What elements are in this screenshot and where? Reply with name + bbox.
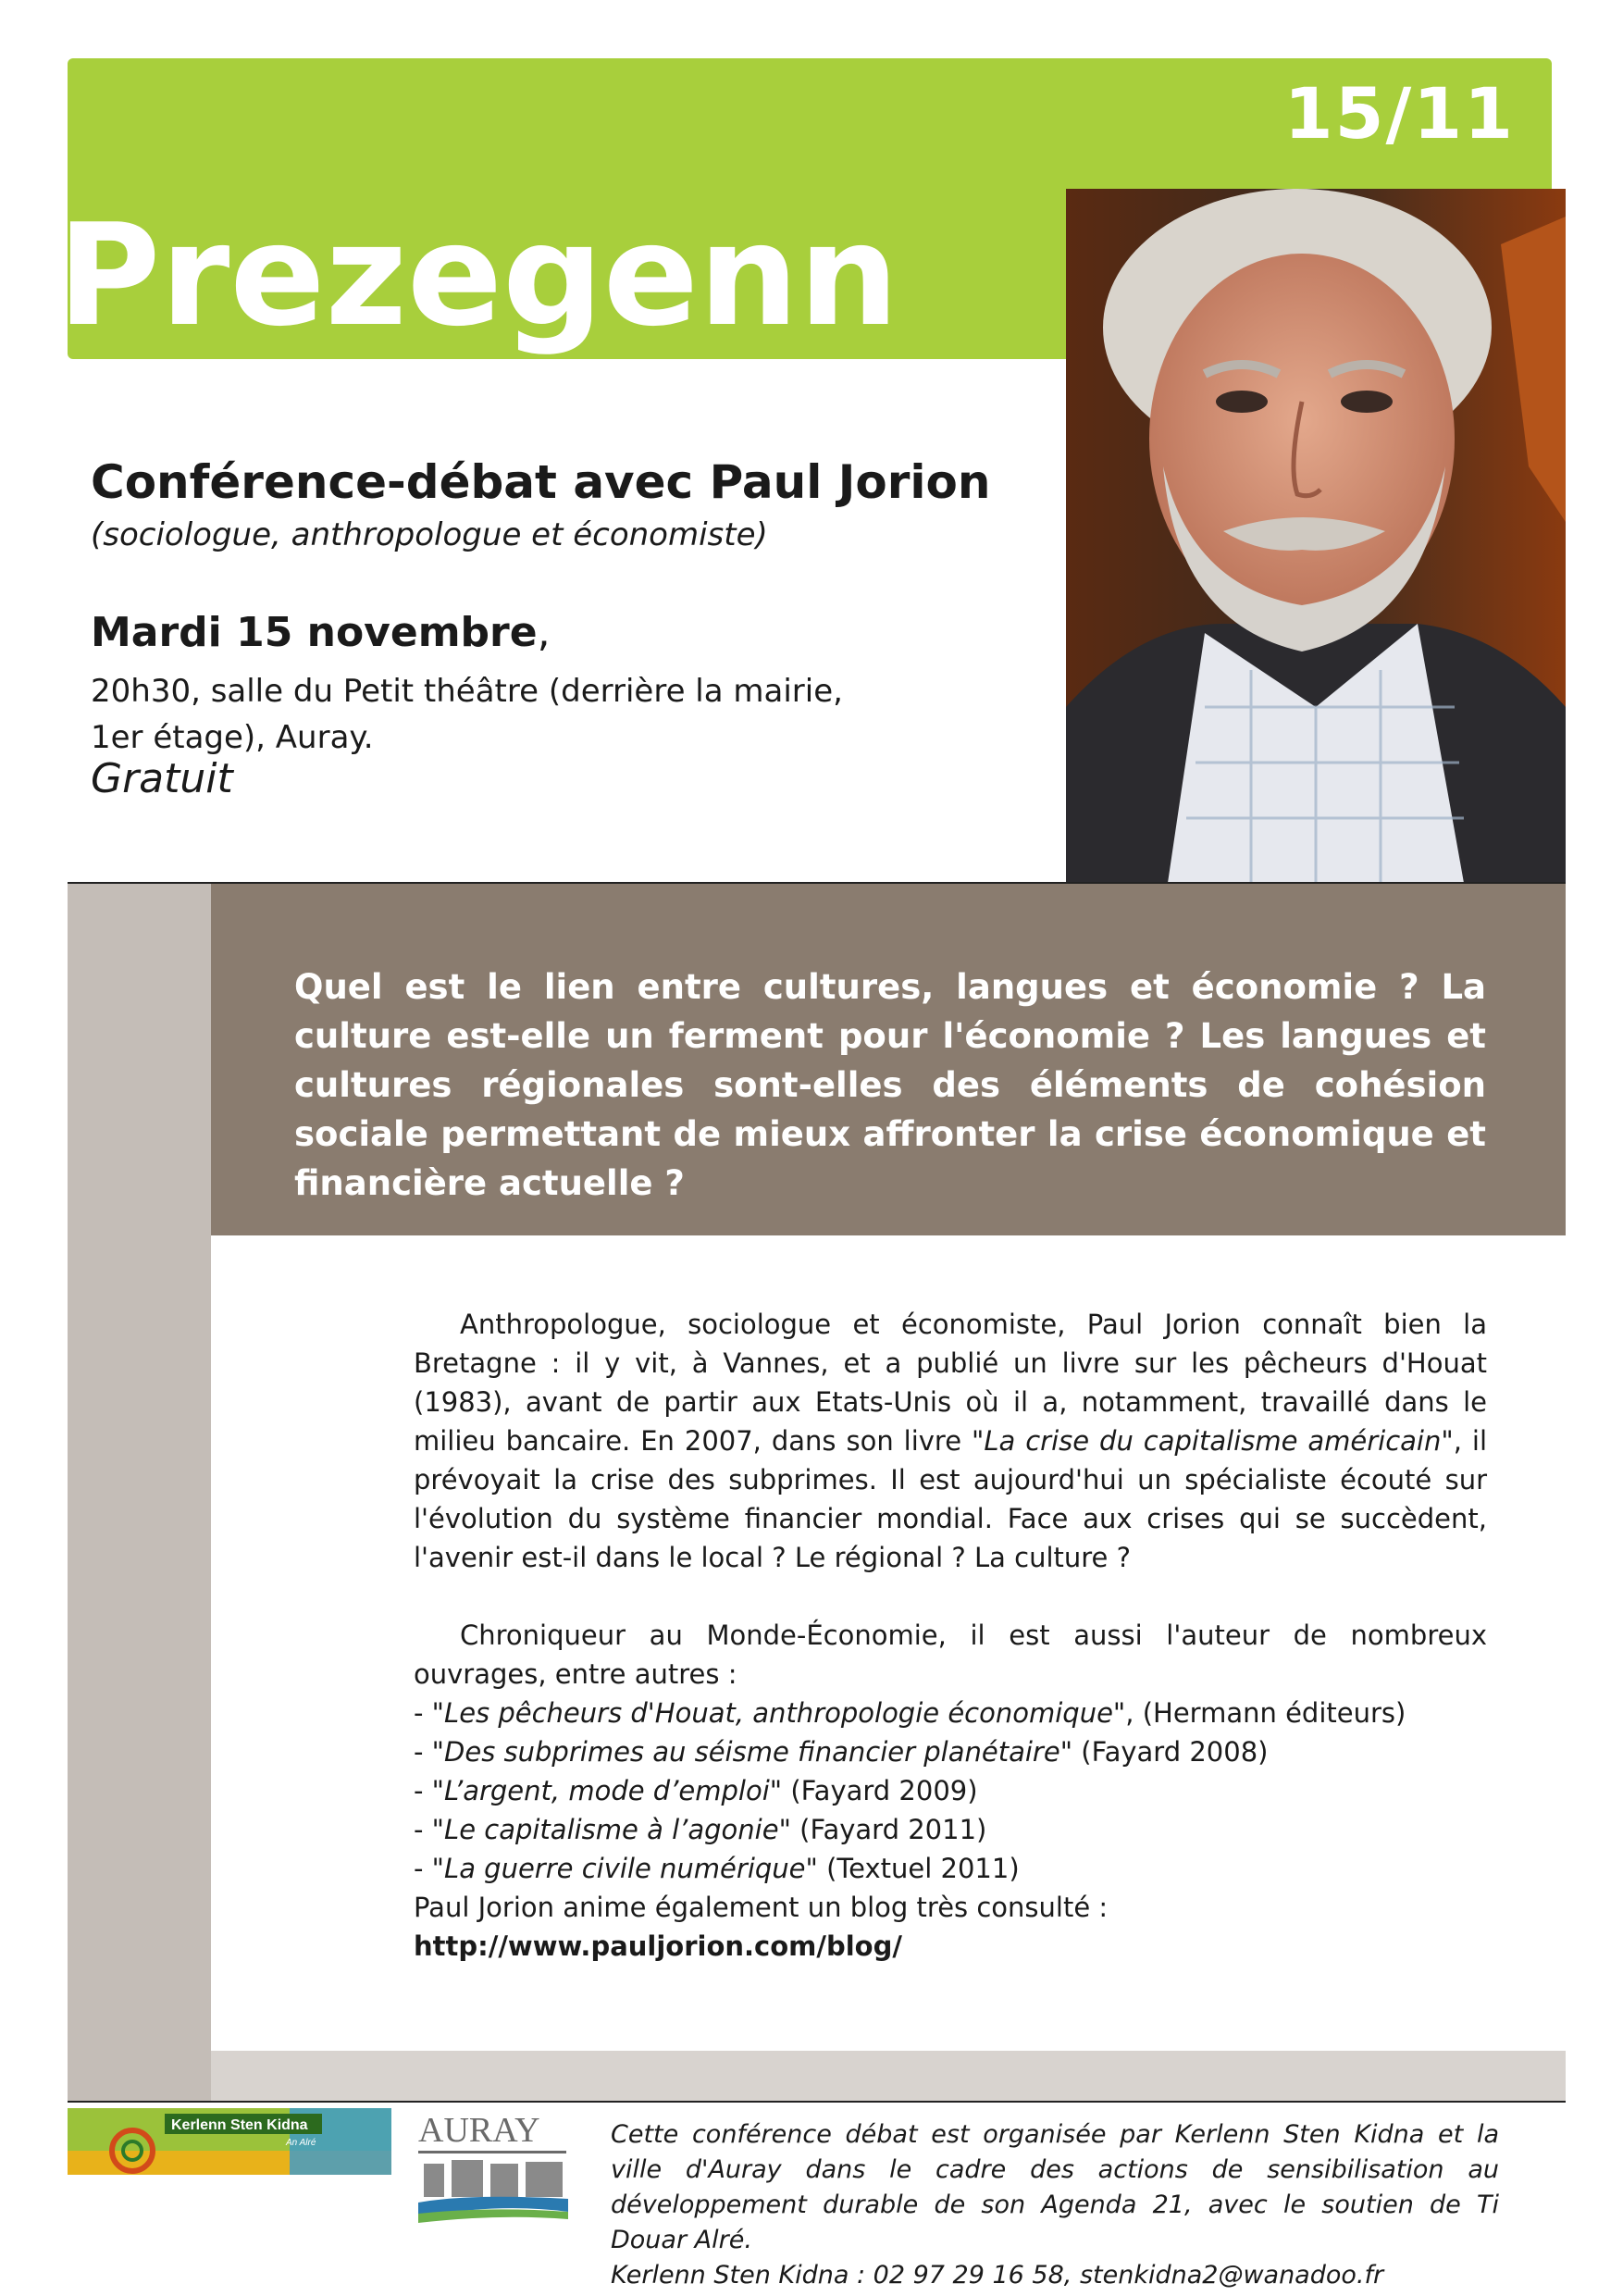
book-publisher: " (Fayard 2009) [769,1775,978,1806]
event-date [91,609,551,656]
logo-auray-text: AURAY [418,2111,540,2150]
event-title: Conférence-débat avec Paul Jorion [91,455,991,509]
footer-contact: Kerlenn Sten Kidna : 02 97 29 16 58, stenkidna2@wanadoo.fr [611,2261,1384,2290]
footer-organizers: Cette conférence débat est organisée par Kerlenn Sten Kidna et la ville d'Auray dans le cadre des actions de sensibilisation au développement durable de son Agenda 21, avec le soutien de Ti Douar Alré. [611,2120,1499,2254]
book-prefix: - " [414,1736,445,1768]
paragraph-text: ", il prévoyait la crise des subprimes. Il est aujourd'hui un spécialiste écouté sur l'évolution du système financier mondial. Face aux crises qui se succèdent, l'avenir est-il dans le local ? Le régional ? La culture ? [414,1425,1487,1573]
book-publisher: ", (Hermann éditeurs) [1112,1697,1406,1729]
book-prefix: - " [414,1853,445,1884]
quote-text: Quel est le lien entre cultures, langues et économie ? La culture est-elle un ferment pour l'économie ? Les langues et cultures régionales sont-elles des éléments de cohésion sociale permettant de mieux affronter la crise économique et financière actuelle ? [294,967,1486,1203]
book-list-item [414,1810,1487,1849]
event-place [91,668,1053,761]
event-date-tail: , [537,609,551,656]
frame-left-band [68,884,211,2101]
page-title: Prezegenn [57,193,899,357]
blog-intro: Paul Jorion anime également un blog très consulté : [414,1892,1109,1923]
event-date-badge: 15/11 [1283,72,1515,155]
book-publisher: " (Fayard 2008) [1059,1736,1269,1768]
book-prefix: - " [414,1814,445,1845]
event-price: Gratuit [91,755,233,802]
divider [68,2101,1566,2103]
logo-ksk-sub: An Alré [286,2138,316,2148]
book-publisher: " (Textuel 2011) [805,1853,1020,1884]
blog-link[interactable]: http://www.pauljorion.com/blog/ [414,1930,902,1962]
article-body [414,1305,1487,1966]
book-list-item [414,1771,1487,1810]
event-date-bold: Mardi 15 novembre [91,609,538,656]
book-prefix: - " [414,1775,445,1806]
book-list-item [414,1732,1487,1771]
event-place-line: 1er étage), Auray. [91,719,374,756]
book-title: Les pêcheurs d'Houat, anthropologie économique [444,1697,1113,1729]
book-title: La guerre civile numérique [444,1853,806,1884]
footer-note [611,2117,1499,2293]
frame-bottom-band [211,2051,1566,2101]
event-subtitle: (sociologue, anthropologue et économiste) [91,516,768,553]
article-paragraph: Chroniqueur au Monde-Économie, il est aussi l'auteur de nombreux ouvrages, entre autres : [414,1620,1487,1690]
book-title: Des subprimes au séisme financier planétaire [444,1736,1060,1768]
paragraph-text: Anthropologue, sociologue et économiste, Paul Jorion connaît bien la Bretagne : il y vit, à Vannes, et a publié un livre sur les pêcheurs d'Houat (1983), avant de partir aux Etats-Unis où il a, notamment, travaillé dans le milieu bancaire. En 2007, dans son livre " [414,1309,1487,1457]
auray-logo [415,2110,572,2225]
book-list-item [414,1694,1487,1732]
speaker-portrait [1066,189,1566,883]
book-prefix: - " [414,1697,445,1729]
book-title: Le capitalisme à l’agonie [444,1814,779,1845]
book-title: L’argent, mode d’emploi [444,1775,770,1806]
event-place-line: 20h30, salle du Petit théâtre (derrière la mairie, [91,673,843,710]
book-list [414,1694,1487,1888]
article-paragraph [414,1305,1487,1577]
kerlenn-sten-kidna-logo [68,2108,391,2175]
book-title: La crise du capitalisme américain [984,1425,1442,1457]
book-list-item [414,1849,1487,1888]
logo-ksk-text: Kerlenn Sten Kidna [171,2117,308,2133]
book-publisher: " (Fayard 2011) [778,1814,987,1845]
